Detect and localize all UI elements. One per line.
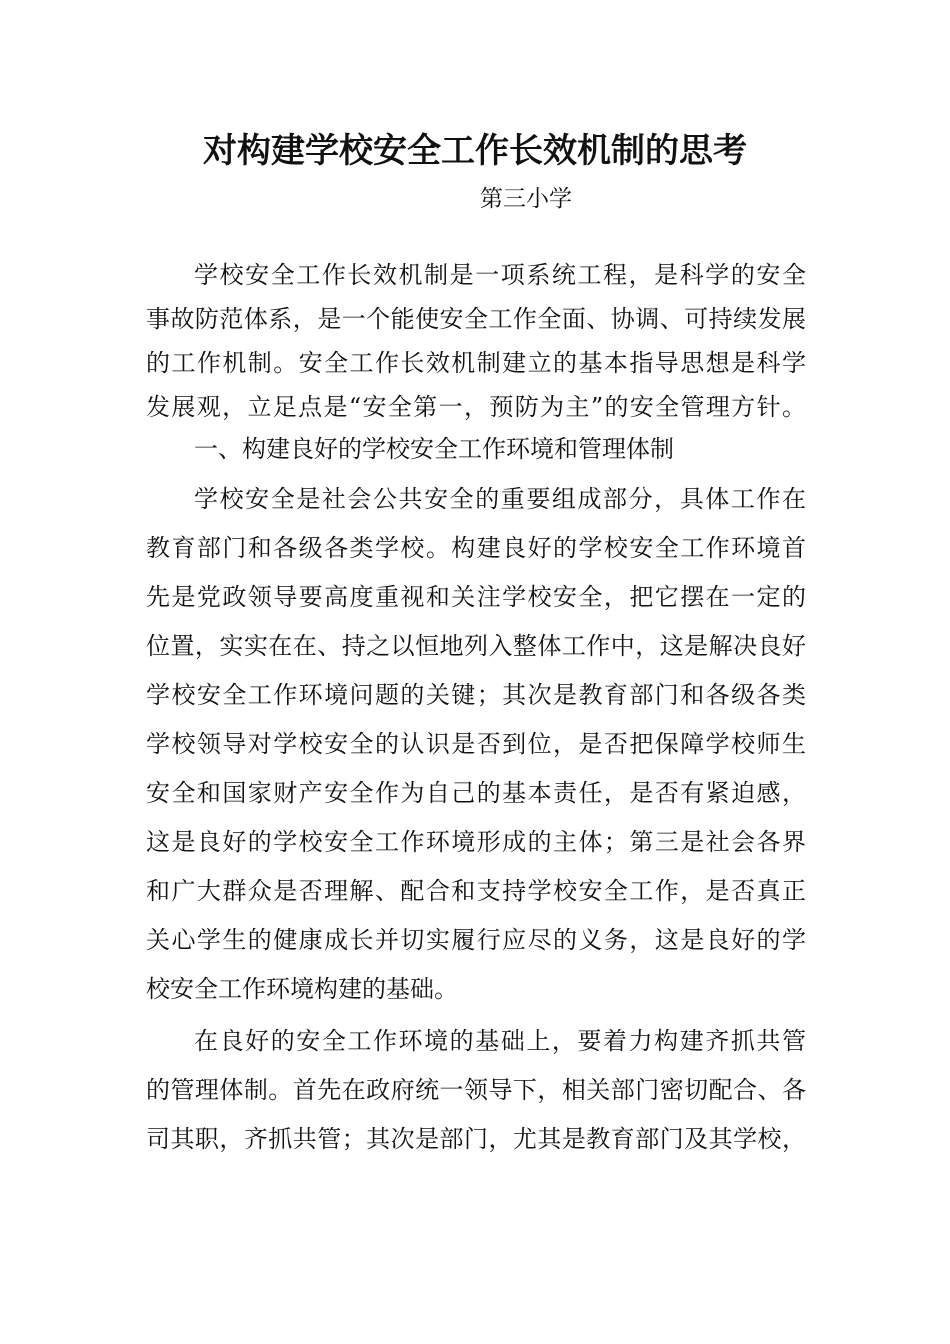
- text-line: 的工作机制。安全工作长效机制建立的基本指导思想是科学: [146, 349, 806, 377]
- text-line: 关心学生的健康成长并切实履行应尽的义务，这是良好的学: [146, 926, 806, 954]
- text-line: 和广大群众是否理解、配合和支持学校安全工作，是否真正: [146, 877, 806, 905]
- text-line: 学校领导对学校安全的认识是否到位，是否把保障学校师生: [146, 730, 806, 758]
- text-line: 位置，实实在在、持之以恒地列入整体工作中，这是解决良好: [146, 632, 806, 660]
- text-line: 的管理体制。首先在政府统一领导下，相关部门密切配合、各: [146, 1076, 806, 1104]
- text-line: 一、构建良好的学校安全工作环境和管理体制: [194, 435, 674, 463]
- document-author: 第三小学: [480, 186, 572, 212]
- text-line: 安全和国家财产安全作为自己的基本责任，是否有紧迫感，: [146, 779, 806, 807]
- text-line: 事故防范体系，是一个能使安全工作全面、协调、可持续发展: [146, 305, 806, 333]
- paragraph: [146, 477, 806, 1011]
- text-line: 司其职，齐抓共管；其次是部门，尤其是教育部门及其学校，: [146, 1125, 806, 1153]
- document-body: [146, 253, 806, 1161]
- text-line: 发展观，立足点是“安全第一，预防为主”的安全管理方针。: [146, 393, 806, 421]
- text-line: 在良好的安全工作环境的基础上，要着力构建齐抓共管: [194, 1027, 806, 1055]
- paragraph: [146, 253, 806, 429]
- text-line: 这是良好的学校安全工作环境形成的主体；第三是社会各界: [146, 828, 806, 856]
- text-line: 学校安全工作环境问题的关键；其次是教育部门和各级各类: [146, 681, 806, 709]
- section-heading: [146, 427, 806, 471]
- text-line: 学校安全是社会公共安全的重要组成部分，具体工作在: [194, 485, 806, 513]
- document-title: 对构建学校安全工作长效机制的思考: [203, 131, 747, 171]
- text-line: 教育部门和各级各类学校。构建良好的学校安全工作环境首: [146, 534, 806, 562]
- text-line: 学校安全工作长效机制是一项系统工程，是科学的安全: [194, 261, 806, 289]
- text-line: 校安全工作环境构建的基础。: [146, 975, 458, 1003]
- text-line: 先是党政领导要高度重视和关注学校安全，把它摆在一定的: [146, 583, 806, 611]
- paragraph: [146, 1019, 806, 1161]
